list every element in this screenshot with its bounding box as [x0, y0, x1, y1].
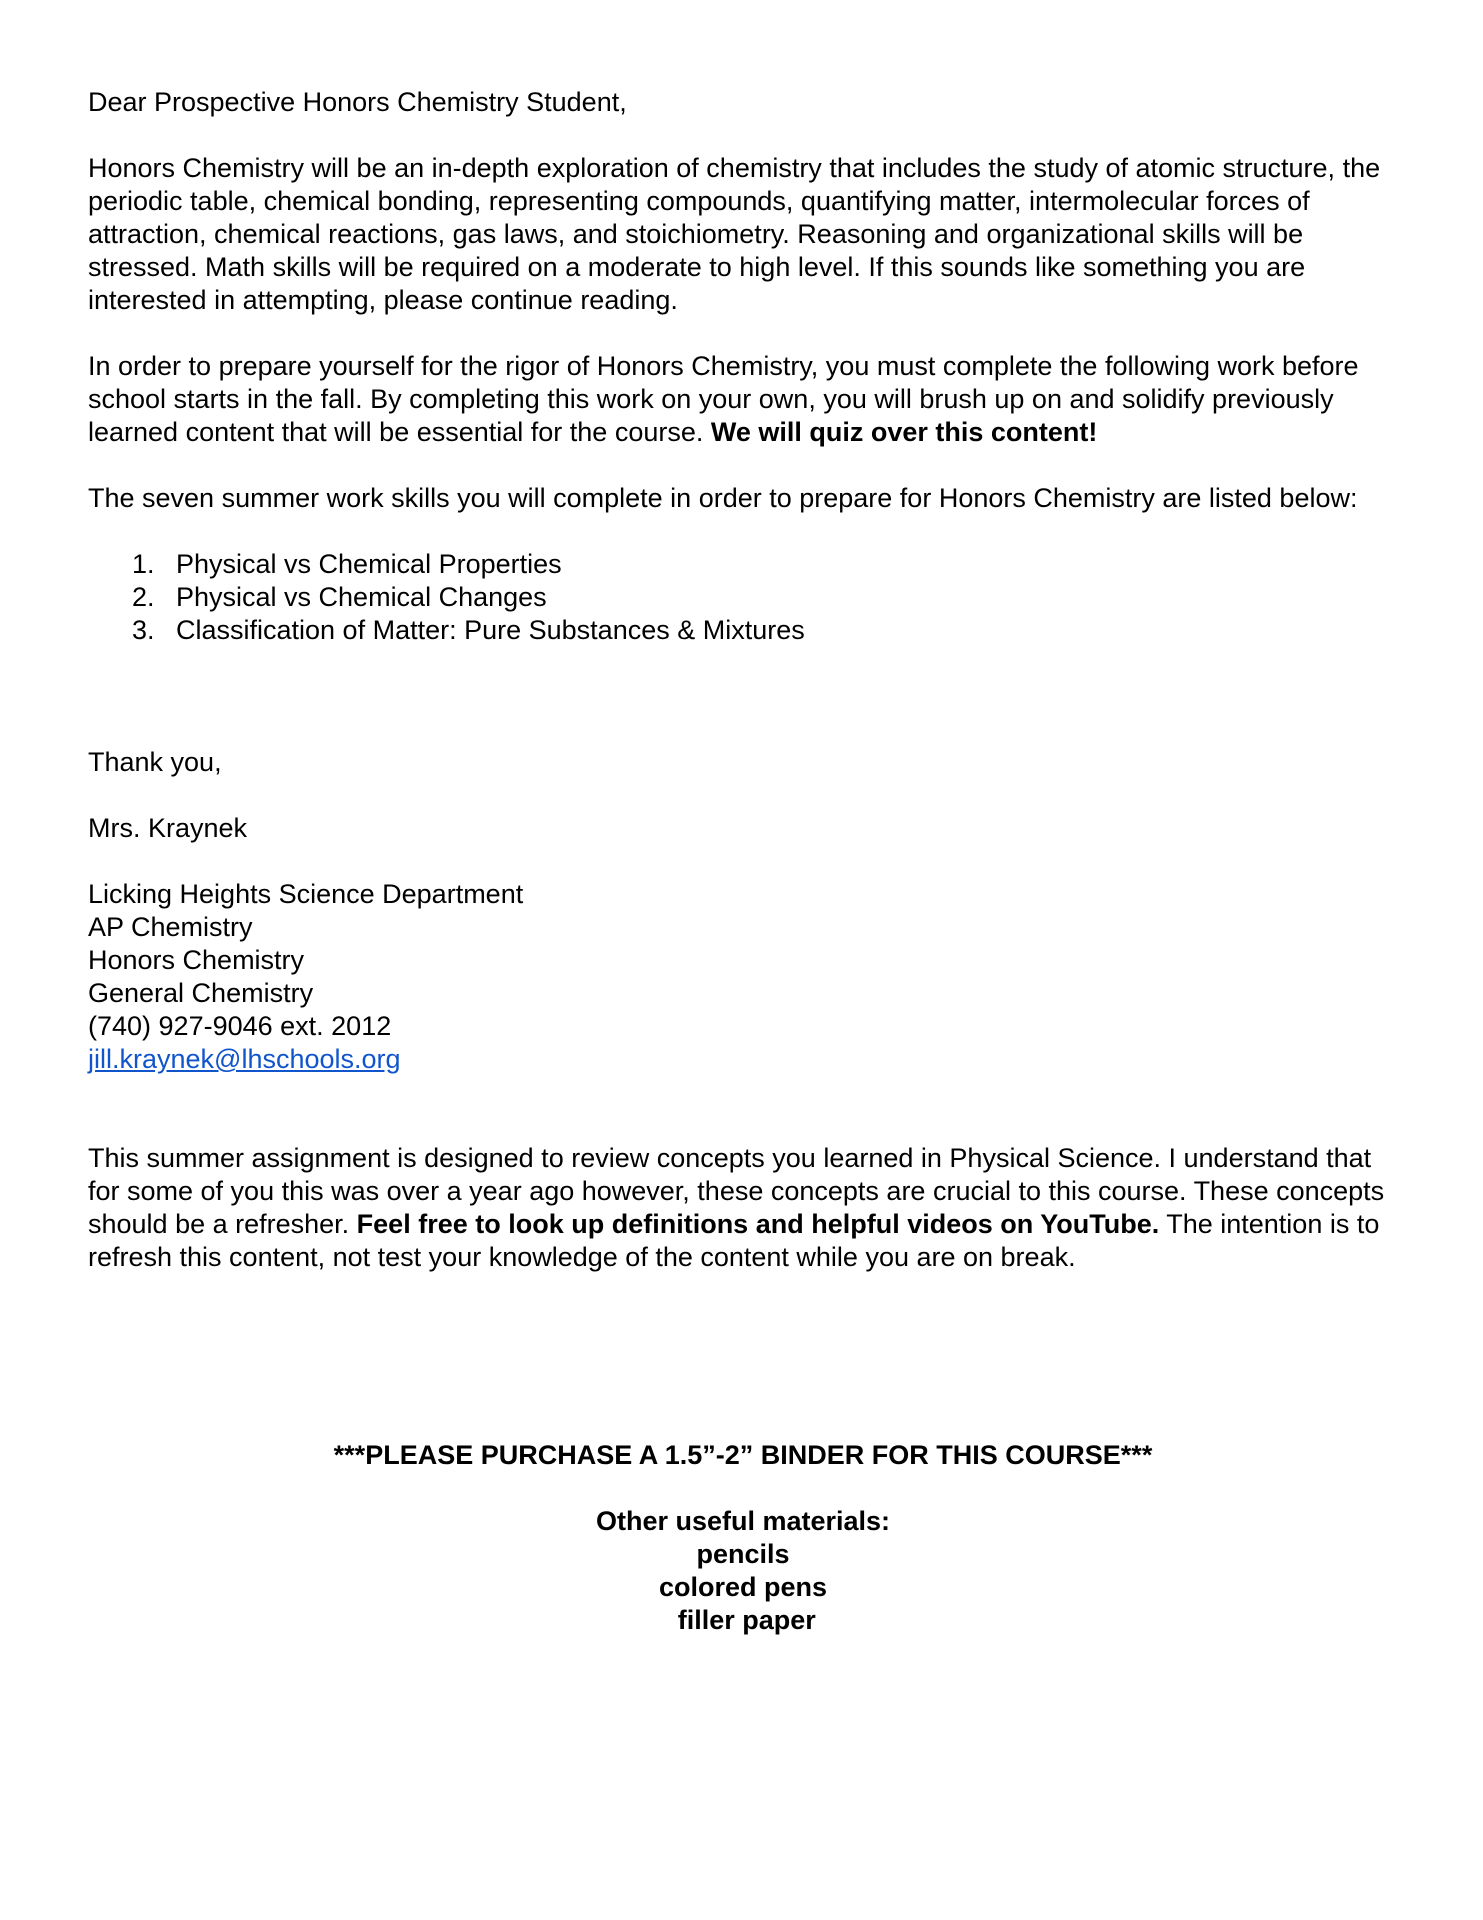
list-item [132, 548, 1408, 581]
list-item-label: Physical vs Chemical Changes [176, 582, 547, 612]
greeting: Dear Prospective Honors Chemistry Student, [88, 87, 627, 117]
prepare-text: In order to prepare yourself for the rigor of Honors Chemistry, you must complete the following work before school starts in the fall. By completing this work on your own, you will brush up on and solidify previously learned content that will be essential for the course. [88, 351, 1359, 447]
list-item-number: 3. [132, 615, 155, 645]
list-item-number: 2. [132, 582, 155, 612]
assignment-paragraph [88, 1142, 1408, 1274]
binder-notice: ***PLEASE PURCHASE A 1.5”-2” BINDER FOR THIS COURSE*** [333, 1440, 1153, 1470]
phone: (740) 927-9046 ext. 2012 [88, 1011, 392, 1041]
email-link[interactable]: jill.kraynek@lhschools.org [88, 1044, 401, 1074]
material-item: colored pens [658, 1572, 828, 1602]
materials-block [88, 1439, 1398, 1637]
skills-list [88, 548, 1408, 647]
material-item: pencils [696, 1539, 790, 1569]
course-honors: Honors Chemistry [88, 945, 305, 975]
assignment-text-1: This summer assignment is designed to review concepts you learned in Physical Science. I understand that for some of you this was over a year ago however, these concepts are crucial to this course. These concepts should be a refresher. [88, 1143, 1385, 1239]
prepare-paragraph [88, 350, 1408, 449]
intro-paragraph: Honors Chemistry will be an in-depth exploration of chemistry that includes the study of atomic structure, the periodic table, chemical bonding, representing compounds, quantifying matter, intermolecular forces of attraction, chemical reactions, gas laws, and stoichiometry. Reasoning and organizational skills will be stressed. Math skills will be required on a moderate to high level. If this sounds like something you are interested in attempting, please continue reading. [88, 153, 1381, 315]
department: Licking Heights Science Department [88, 879, 524, 909]
list-item-number: 1. [132, 549, 155, 579]
skills-intro: The seven summer work skills you will complete in order to prepare for Honors Chemistry are listed below: [88, 483, 1358, 513]
course-general: General Chemistry [88, 978, 314, 1008]
list-item-label: Classification of Matter: Pure Substances & Mixtures [176, 615, 805, 645]
assignment-bold: Feel free to look up definitions and helpful videos on YouTube. [356, 1209, 1160, 1239]
signature: Mrs. Kraynek [88, 813, 248, 843]
list-item-label: Physical vs Chemical Properties [176, 549, 562, 579]
assignment-text-2: The intention is to refresh this content, not test your knowledge of the content while you are on break. [88, 1209, 1380, 1272]
list-item [132, 581, 1408, 614]
letter-page [88, 86, 1408, 1637]
course-ap: AP Chemistry [88, 912, 253, 942]
quiz-warning: We will quiz over this content! [710, 417, 1098, 447]
list-item [132, 614, 1408, 647]
materials-heading: Other useful materials: [595, 1506, 891, 1536]
closing: Thank you, [88, 747, 222, 777]
contact-block [88, 878, 1408, 1076]
material-item: filler paper [670, 1605, 816, 1635]
